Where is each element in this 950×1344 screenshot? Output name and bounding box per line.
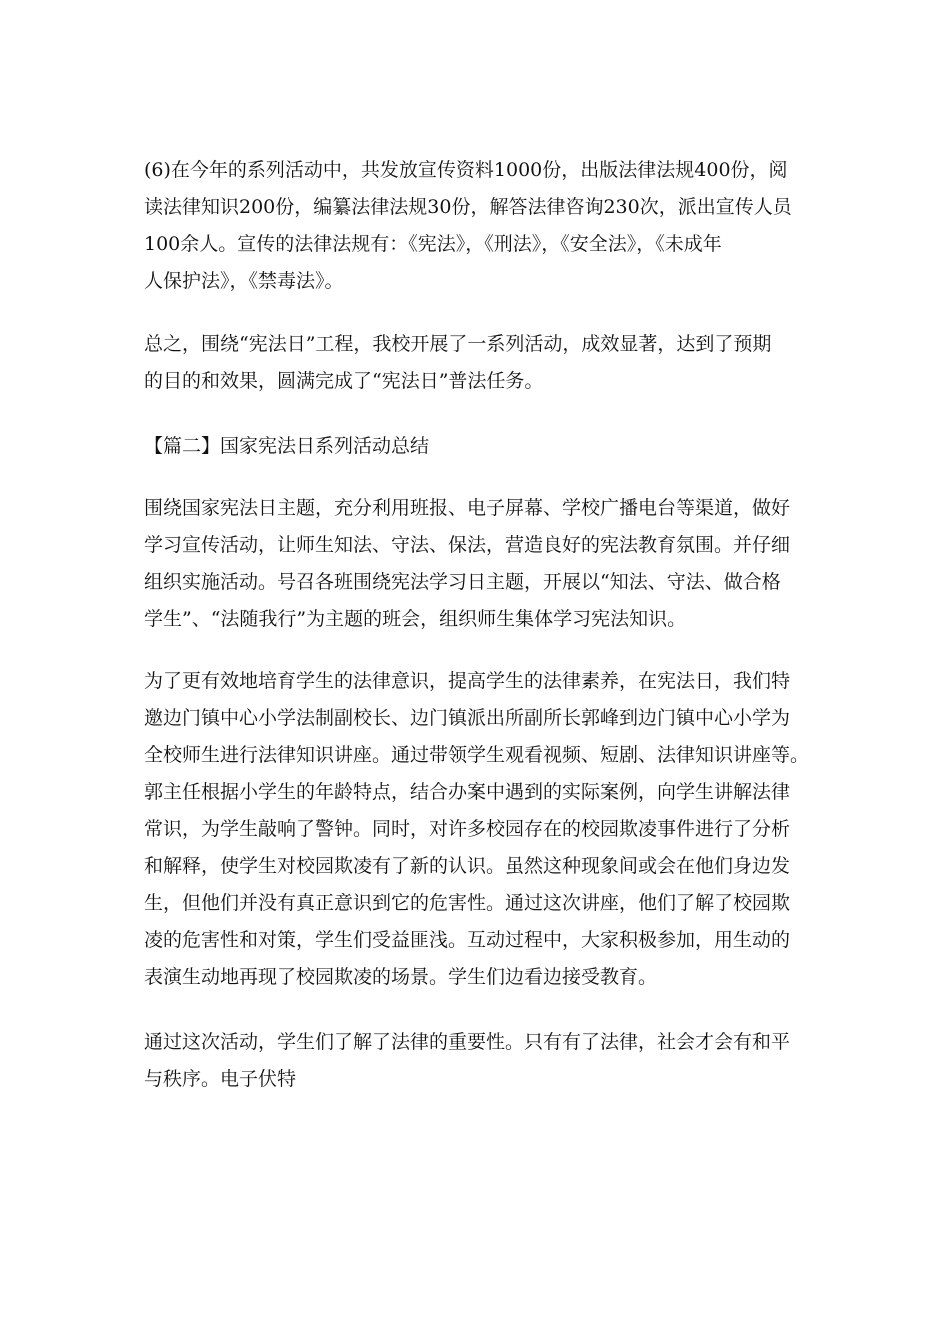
paragraph-lecture <box>144 663 824 996</box>
text-line: 凌的危害性和对策，学生们受益匪浅。互动过程中，大家积极参加，用生动的 <box>144 929 791 951</box>
text-line: 学习宣传活动，让师生知法、守法、保法，营造良好的宪法教育氛围。并仔细 <box>144 534 791 556</box>
text-line: 为了更有效地培育学生的法律意识，提高学生的法律素养，在宪法日，我们特 <box>144 670 791 692</box>
text-line: 组织实施活动。号召各班围绕宪法学习日主题，开展以“知法、守法、做合格 <box>144 571 781 593</box>
text-line: (6)在今年的系列活动中，共发放宣传资料1000份，出版法律法规400份，阅 <box>144 159 788 181</box>
text-line: 读法律知识200份，编纂法律法规30份，解答法律咨询230次，派出宣传人员 <box>144 196 792 218</box>
document-body <box>144 152 824 1098</box>
text-line: 围绕国家宪法日主题，充分利用班报、电子屏幕、学校广播电台等渠道，做好 <box>144 497 791 519</box>
paragraph-summary <box>144 326 824 400</box>
section-heading <box>144 428 824 465</box>
text-line: 学生”、“法随我行”为主题的班会，组织师生集体学习宪法知识。 <box>144 608 687 630</box>
paragraph-conclusion <box>144 1024 824 1098</box>
text-line: 生，但他们并没有真正意识到它的危害性。通过这次讲座，他们了解了校园欺 <box>144 892 791 914</box>
heading-text: 【篇二】国家宪法日系列活动总结 <box>144 435 430 457</box>
text-line: 人保护法》，《禁毒法》。 <box>144 270 344 292</box>
text-line: 和解释，使学生对校园欺凌有了新的认识。虽然这种现象间或会在他们身边发 <box>144 855 791 877</box>
text-line: 总之，围绕“宪法日”工程，我校开展了一系列活动，成效显著，达到了预期 <box>144 333 772 355</box>
text-line: 郭主任根据小学生的年龄特点，结合办案中遇到的实际案例，向学生讲解法律 <box>144 781 791 803</box>
text-line: 与秩序。电子伏特 <box>144 1068 297 1090</box>
text-line: 全校师生进行法律知识讲座。通过带领学生观看视频、短剧、法律知识讲座等。 <box>144 744 810 766</box>
text-line: 常识，为学生敲响了警钟。同时，对许多校园存在的校园欺凌事件进行了分析 <box>144 818 791 840</box>
paragraph-theme-activities <box>144 490 824 638</box>
text-line: 邀边门镇中心小学法制副校长、边门镇派出所副所长郭峰到边门镇中心小学为 <box>144 707 791 729</box>
paragraph-activity-statistics <box>144 152 824 300</box>
text-line: 表演生动地再现了校园欺凌的场景。学生们边看边接受教育。 <box>144 966 658 988</box>
text-line: 的目的和效果，圆满完成了“宪法日”普法任务。 <box>144 370 544 392</box>
text-line: 通过这次活动，学生们了解了法律的重要性。只有有了法律，社会才会有和平 <box>144 1031 791 1053</box>
text-line: 100余人。宣传的法律法规有：《宪法》，《刑法》，《安全法》，《未成年 <box>144 233 722 255</box>
